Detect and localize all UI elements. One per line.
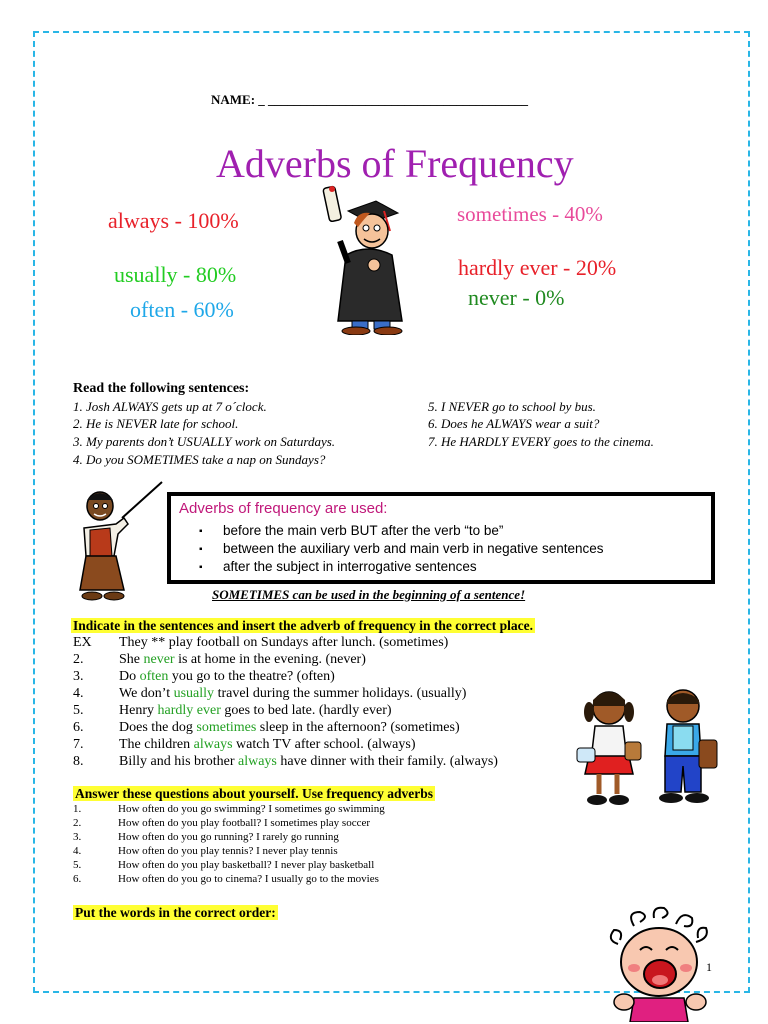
- exercise1-item-sentence: We don’t usually travel during the summer holidays. (usually): [119, 686, 467, 701]
- page-title: Adverbs of Frequency: [216, 141, 574, 186]
- bullet-icon: ▪: [199, 543, 203, 555]
- name-field: NAME: _ ________________________________________: [211, 92, 529, 107]
- exercise1-item-number: EX: [73, 635, 92, 650]
- rules-box: [167, 492, 715, 584]
- reading-sentence-1: 1. Josh ALWAYS gets up at 7 o´clock.: [73, 399, 267, 414]
- reading-sentence-3: 3. My parents don’t USUALLY work on Saturdays.: [73, 434, 336, 449]
- exercise2-heading: Answer these questions about yourself. Use frequency adverbs: [75, 786, 434, 801]
- freq-sometimes: sometimes - 40%: [457, 202, 603, 226]
- exercise2-item-answer: How often do you go to cinema? I usually go to the movies: [118, 873, 379, 885]
- exercise2-item-number: 1.: [73, 803, 82, 815]
- reading-sentence-2: 2. He is NEVER late for school.: [73, 416, 239, 431]
- exercise3-heading: Put the words in the correct order:: [75, 905, 276, 920]
- exercise1-item-number: 4.: [73, 686, 84, 701]
- inserted-adverb: hardly ever: [157, 703, 221, 718]
- kids-illustration: [573, 682, 733, 810]
- exercise2-item-number: 4.: [73, 845, 82, 857]
- exercise1-item-sentence: The children always watch TV after school. (always): [119, 737, 416, 752]
- freq-never: never - 0%: [468, 285, 565, 310]
- freq-always: always - 100%: [108, 208, 239, 233]
- exercise1-item-sentence: She never is at home in the evening. (never): [119, 652, 366, 667]
- inserted-adverb: never: [143, 652, 175, 667]
- exercise2-item-number: 5.: [73, 859, 82, 871]
- exercise1-item-number: 2.: [73, 652, 84, 667]
- inserted-adverb: often: [139, 669, 169, 684]
- bullet-icon: ▪: [199, 525, 203, 537]
- exercise1-item-number: 5.: [73, 703, 84, 718]
- exercise1-item-number: 6.: [73, 720, 84, 735]
- inserted-adverb: usually: [173, 686, 215, 701]
- freq-hardly-ever: hardly ever - 20%: [458, 255, 617, 280]
- exercise2-item-answer: How often do you go swimming? I sometimes go swimming: [118, 803, 385, 815]
- freq-usually: usually - 80%: [114, 262, 237, 287]
- rule-item: ▪ after the subject in interrogative sentences: [199, 559, 477, 574]
- exercise1-item-number: 7.: [73, 737, 84, 752]
- inserted-adverb: sometimes: [196, 720, 257, 735]
- exercise2-item-number: 3.: [73, 831, 82, 843]
- bullet-icon: ▪: [199, 561, 203, 573]
- exercise1-item-sentence: They ** play football on Sundays after lunch. (sometimes): [119, 635, 449, 650]
- teacher-illustration: [74, 478, 166, 606]
- reading-sentence-6: 6. Does he ALWAYS wear a suit?: [428, 416, 600, 431]
- reading-sentence-4: 4. Do you SOMETIMES take a nap on Sundays?: [73, 452, 326, 467]
- page-number: 1: [706, 960, 712, 974]
- exercise2-item-number: 2.: [73, 817, 82, 829]
- rule-item: ▪ before the main verb BUT after the verb “to be”: [199, 523, 504, 538]
- freq-often: often - 60%: [130, 297, 234, 322]
- inserted-adverb: always: [238, 754, 277, 769]
- exercise1-item-sentence: Does the dog sometimes sleep in the afternoon? (sometimes): [119, 720, 460, 735]
- rule-item: ▪ between the auxiliary verb and main verb in negative sentences: [199, 541, 604, 556]
- exercise1-item-sentence: Henry hardly ever goes to bed late. (hardly ever): [119, 703, 392, 718]
- exercise1-item-number: 3.: [73, 669, 84, 684]
- reading-heading: Read the following sentences:: [73, 381, 250, 396]
- exercise2-item-number: 6.: [73, 873, 82, 885]
- reading-sentence-5: 5. I NEVER go to school by bus.: [428, 399, 596, 414]
- reading-sentence-7: 7. He HARDLY EVERY goes to the cinema.: [428, 434, 654, 449]
- exercise1-item-sentence: Billy and his brother always have dinner with their family. (always): [119, 754, 498, 769]
- sometimes-note: SOMETIMES can be used in the beginning of a sentence!: [212, 587, 526, 602]
- rules-title: Adverbs of frequency are used:: [179, 500, 388, 517]
- exercise1-item-sentence: Do often you go to the theatre? (often): [119, 669, 335, 684]
- exercise1-item-number: 8.: [73, 754, 84, 769]
- exercise2-item-answer: How often do you play tennis? I never play tennis: [118, 845, 338, 857]
- exercise2-item-answer: How often do you go running? I rarely go running: [118, 831, 339, 843]
- graduate-illustration: [318, 183, 408, 335]
- inserted-adverb: always: [193, 737, 233, 752]
- laughing-kid-illustration: [604, 906, 714, 1022]
- exercise1-heading: Indicate in the sentences and insert the adverb of frequency in the correct place.: [73, 618, 533, 633]
- exercise2-item-answer: How often do you play basketball? I never play basketball: [118, 859, 375, 871]
- exercise2-item-answer: How often do you play football? I sometimes play soccer: [118, 817, 371, 829]
